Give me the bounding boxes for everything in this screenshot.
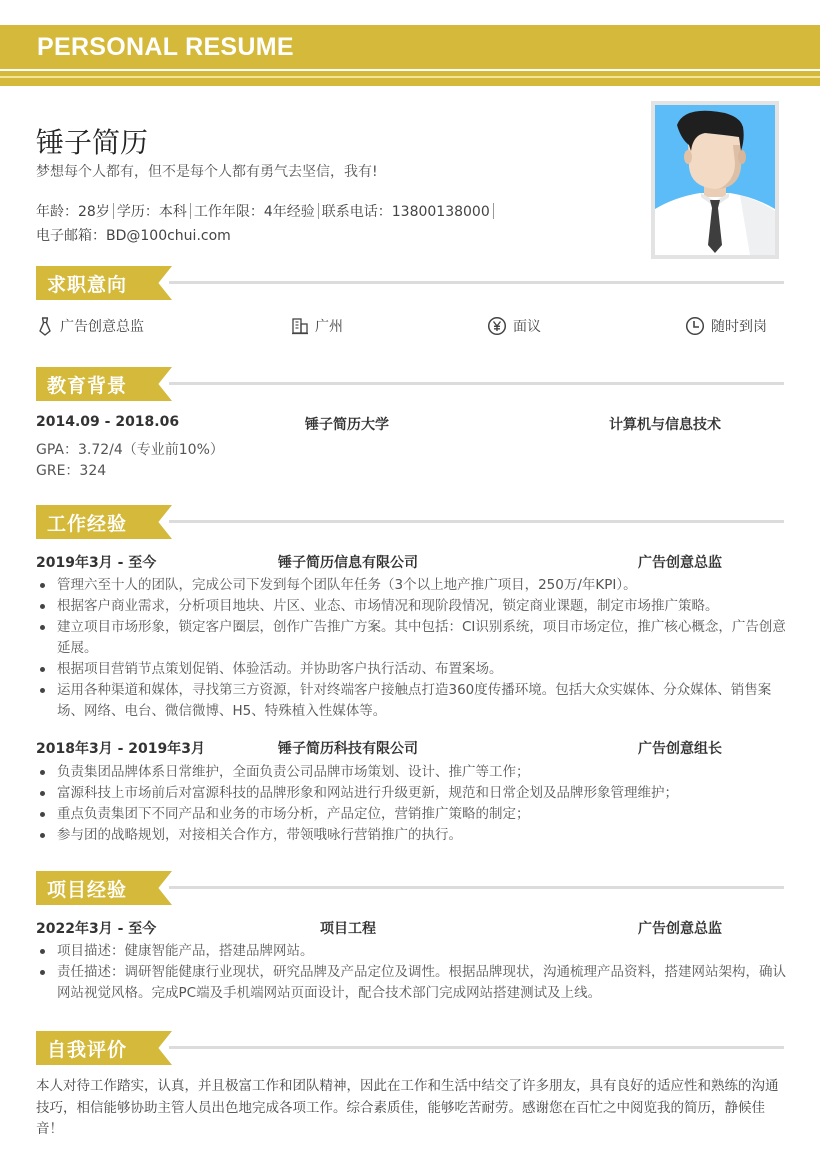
- intention-label: 广州: [315, 319, 343, 335]
- list-item: 重点负责集团下不同产品和业务的市场分析，产品定位，营销推广策略的制定；: [36, 804, 786, 825]
- intention-label: 面议: [513, 319, 541, 335]
- education-period: 2014.09 - 2018.06: [36, 414, 180, 430]
- section-title: 教育背景: [47, 375, 128, 397]
- banner-title: PERSONAL RESUME: [37, 33, 294, 61]
- section-divider: [169, 1046, 784, 1049]
- section-header-work: [36, 505, 784, 539]
- education-level: 学历：本科: [116, 204, 187, 220]
- work-years: 工作年限：4年经验: [193, 204, 315, 220]
- project-row: [36, 918, 784, 938]
- intention-salary: [487, 316, 541, 336]
- section-divider: [169, 281, 784, 284]
- building-icon: [291, 317, 309, 335]
- project-name: 项目工程: [320, 921, 376, 937]
- list-item: 富源科技上市场前后对富源科技的品牌形象和网站进行升级更新，规范和日常企划及品牌形象管理维护；: [36, 783, 786, 804]
- list-item: 根据客户商业需求，分析项目地块、片区、业态、市场情况和现阶段情况，锁定商业课题，制定市场推广策略。: [36, 596, 786, 617]
- job-period: 2019年3月 - 至今: [36, 555, 157, 571]
- resume-name: 锤子简历: [36, 126, 149, 159]
- basic-info-line: [36, 201, 497, 221]
- project-role: 广告创意总监: [638, 921, 722, 937]
- list-item: 根据项目营销节点策划促销、体验活动。并协助客户执行活动、布置案场。: [36, 659, 786, 680]
- job-row: [36, 552, 784, 572]
- intention-label: 随时到岗: [711, 319, 767, 335]
- section-header-self-evaluation: [36, 1031, 784, 1065]
- section-header-project: [36, 871, 784, 905]
- job-row: [36, 738, 784, 758]
- job-position: 广告创意总监: [638, 555, 722, 571]
- project-period: 2022年3月 - 至今: [36, 921, 157, 937]
- job-duties-list: [36, 762, 786, 846]
- job-duties-list: [36, 575, 786, 722]
- separator: [190, 203, 191, 219]
- section-title: 求职意向: [47, 274, 128, 296]
- section-title: 工作经验: [47, 513, 128, 535]
- list-item: 管理六至十人的团队，完成公司下发到每个团队年任务（3个以上地产推广项目，250万/年KPI）。: [36, 575, 786, 596]
- section-header-education: [36, 367, 784, 401]
- yen-icon: [487, 316, 507, 336]
- section-divider: [169, 382, 784, 385]
- section-title: 项目经验: [47, 879, 128, 901]
- intention-availability: [685, 316, 767, 336]
- avatar-illustration-icon: [655, 105, 775, 255]
- school-name: 锤子简历大学: [305, 417, 389, 433]
- tie-icon: [36, 316, 54, 336]
- section-divider: [169, 520, 784, 523]
- list-item: 负责集团品牌体系日常维护，全面负责公司品牌市场策划、设计、推广等工作；: [36, 762, 786, 783]
- top-banner: [0, 25, 820, 86]
- intention-position: [36, 316, 144, 336]
- motto: 梦想每个人都有，但不是每个人都有勇气去坚信，我有!: [36, 164, 378, 180]
- education-row: [36, 414, 784, 434]
- separator: [318, 203, 319, 219]
- company-name: 锤子简历信息有限公司: [278, 555, 418, 571]
- intention-label: 广告创意总监: [60, 319, 144, 335]
- list-item: 责任描述：调研智能健康行业现状，研究品牌及产品定位及调性。根据品牌现状，沟通梳理产品资料，搭建网站架构，确认网站视觉风格。完成PC端及手机端网站页面设计，配合技术部门完成网站搭建测试及上线。: [36, 962, 786, 1004]
- separator: [113, 203, 114, 219]
- clock-icon: [685, 316, 705, 336]
- email: 电子邮箱：BD@100chui.com: [36, 228, 231, 244]
- intention-city: [291, 316, 343, 336]
- list-item: 项目描述：健康智能产品，搭建品牌网站。: [36, 941, 786, 962]
- section-header-intention: [36, 266, 784, 300]
- phone: 联系电话：13800138000: [321, 204, 490, 220]
- age: 年龄：28岁: [36, 204, 110, 220]
- section-divider: [169, 886, 784, 889]
- major: 计算机与信息技术: [609, 417, 721, 433]
- section-title: 自我评价: [47, 1039, 128, 1061]
- company-name: 锤子简历科技有限公司: [278, 741, 418, 757]
- banner-divider: [0, 76, 820, 78]
- list-item: 运用各种渠道和媒体，寻找第三方资源，针对终端客户接触点打造360度传播环境。包括大众实媒体、分众媒体、销售案场、网络、电台、微信微博、H5、特殊植入性媒体等。: [36, 680, 786, 722]
- project-details-list: [36, 941, 786, 1004]
- education-gpa: GPA：3.72/4（专业前10%）: [36, 442, 224, 458]
- education-gre: GRE：324: [36, 463, 107, 479]
- banner-divider: [0, 69, 820, 71]
- list-item: 参与团的战略规划，对接相关合作方，带领哦咏行营销推广的执行。: [36, 825, 786, 846]
- job-period: 2018年3月 - 2019年3月: [36, 741, 205, 757]
- self-evaluation-text: 本人对待工作踏实，认真，并且极富工作和团队精神，因此在工作和生活中结交了许多朋友，具有良好的适应性和熟练的沟通技巧，相信能够协助主管人员出色地完成各项工作。综合素质佳，能够吃苦耐劳。感谢您在百忙之中阅览我的简历，静候佳音！: [36, 1078, 779, 1137]
- avatar-photo: [651, 101, 779, 259]
- job-position: 广告创意组长: [638, 741, 722, 757]
- list-item: 建立项目市场形象，锁定客户圈层，创作广告推广方案。其中包括：CI识别系统，项目市场定位，推广核心概念，广告创意延展。: [36, 617, 786, 659]
- separator: [493, 203, 494, 219]
